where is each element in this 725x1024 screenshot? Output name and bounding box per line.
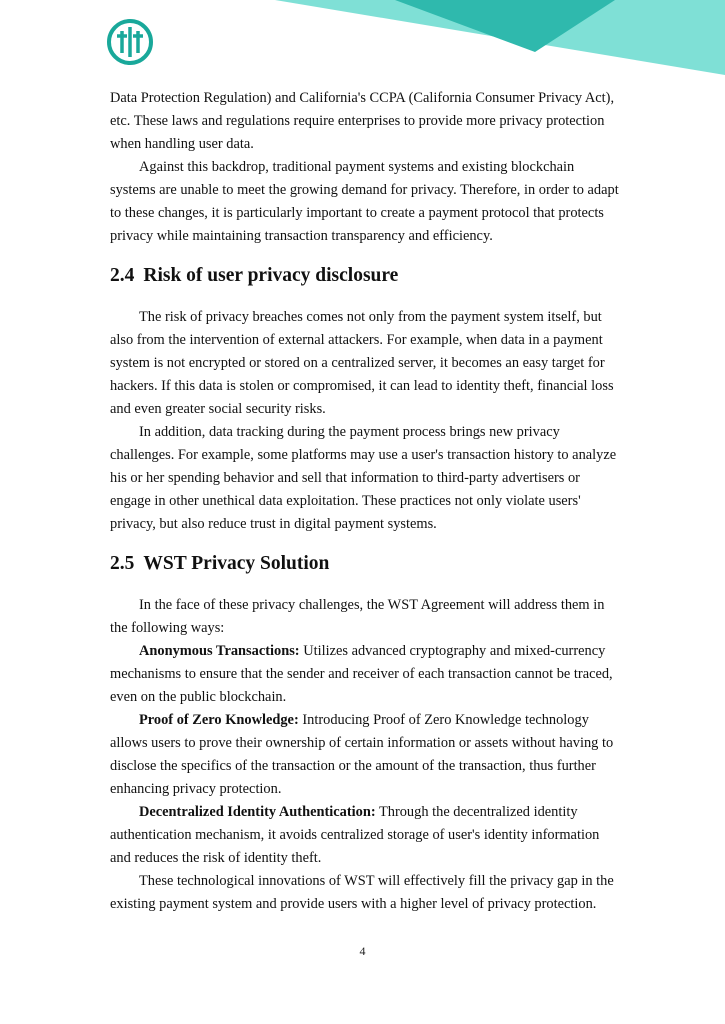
document-body <box>110 87 620 916</box>
intro-paragraph-2: Against this backdrop, traditional payment systems and existing blockchain systems are unable to meet the growing demand for privacy. Therefore, in order to adapt to these changes, it is particularly important to create a payment protocol that protects privacy while maintaining transaction transparency and efficiency. <box>110 159 619 244</box>
solution-label: Anonymous Transactions: <box>139 643 300 659</box>
section-2-4-paragraph-1: The risk of privacy breaches comes not only from the payment system itself, but also from the intervention of external attackers. For example, when data in a payment system is not encrypted or stored on a centralized server, it becomes an easy target for hackers. If this data is stolen or compromised, it can lead to identity theft, financial loss and even greater social security risks. <box>110 309 614 417</box>
solution-label: Decentralized Identity Authentication: <box>139 804 376 820</box>
solution-label: Proof of Zero Knowledge: <box>139 712 299 728</box>
section-heading-2-5 <box>110 551 620 577</box>
solution-item-decentralized-identity <box>110 801 620 870</box>
section-number: 2.5 <box>110 553 135 574</box>
section-title: WST Privacy Solution <box>143 553 330 574</box>
header-decoration <box>275 0 725 75</box>
intro-paragraph-1: Data Protection Regulation) and California's CCPA (California Consumer Privacy Act), etc. These laws and regulations require enterprises to provide more privacy protection when handling user data. <box>110 90 615 152</box>
solution-text: Utilizes advanced cryptography and mixed-currency mechanisms to ensure that the sender and receiver of each transaction cannot be traced, even on the public blockchain. <box>110 643 613 705</box>
section-2-5-conclusion: These technological innovations of WST will effectively fill the privacy gap in the existing payment system and provide users with a higher level of privacy protection. <box>110 873 614 912</box>
section-number: 2.4 <box>110 265 135 286</box>
section-2-4-paragraph-2: In addition, data tracking during the payment process brings new privacy challenges. For example, some platforms may use a user's transaction history to analyze his or her spending behavior and sell that information to third-party advertisers or engage in other unethical data exploitation. These practices not only violate users' privacy, but also reduce trust in digital payment systems. <box>110 424 617 532</box>
section-2-5-intro: In the face of these privacy challenges, the WST Agreement will address them in the following ways: <box>110 597 605 636</box>
solution-text: Introducing Proof of Zero Knowledge technology allows users to prove their ownership of certain information or assets without having to disclose the specifics of the transaction or the amount of the transaction, thus further enhancing privacy protection. <box>110 712 614 797</box>
section-title: Risk of user privacy disclosure <box>143 265 399 286</box>
page-number: 4 <box>359 944 366 958</box>
solution-item-zero-knowledge <box>110 709 620 801</box>
solution-item-anonymous <box>110 640 620 709</box>
solution-text: Through the decentralized identity authentication mechanism, it avoids centralized storage of user's identity information and reduces the risk of identity theft. <box>110 804 600 866</box>
section-heading-2-4 <box>110 263 620 289</box>
company-logo-icon <box>106 18 154 66</box>
